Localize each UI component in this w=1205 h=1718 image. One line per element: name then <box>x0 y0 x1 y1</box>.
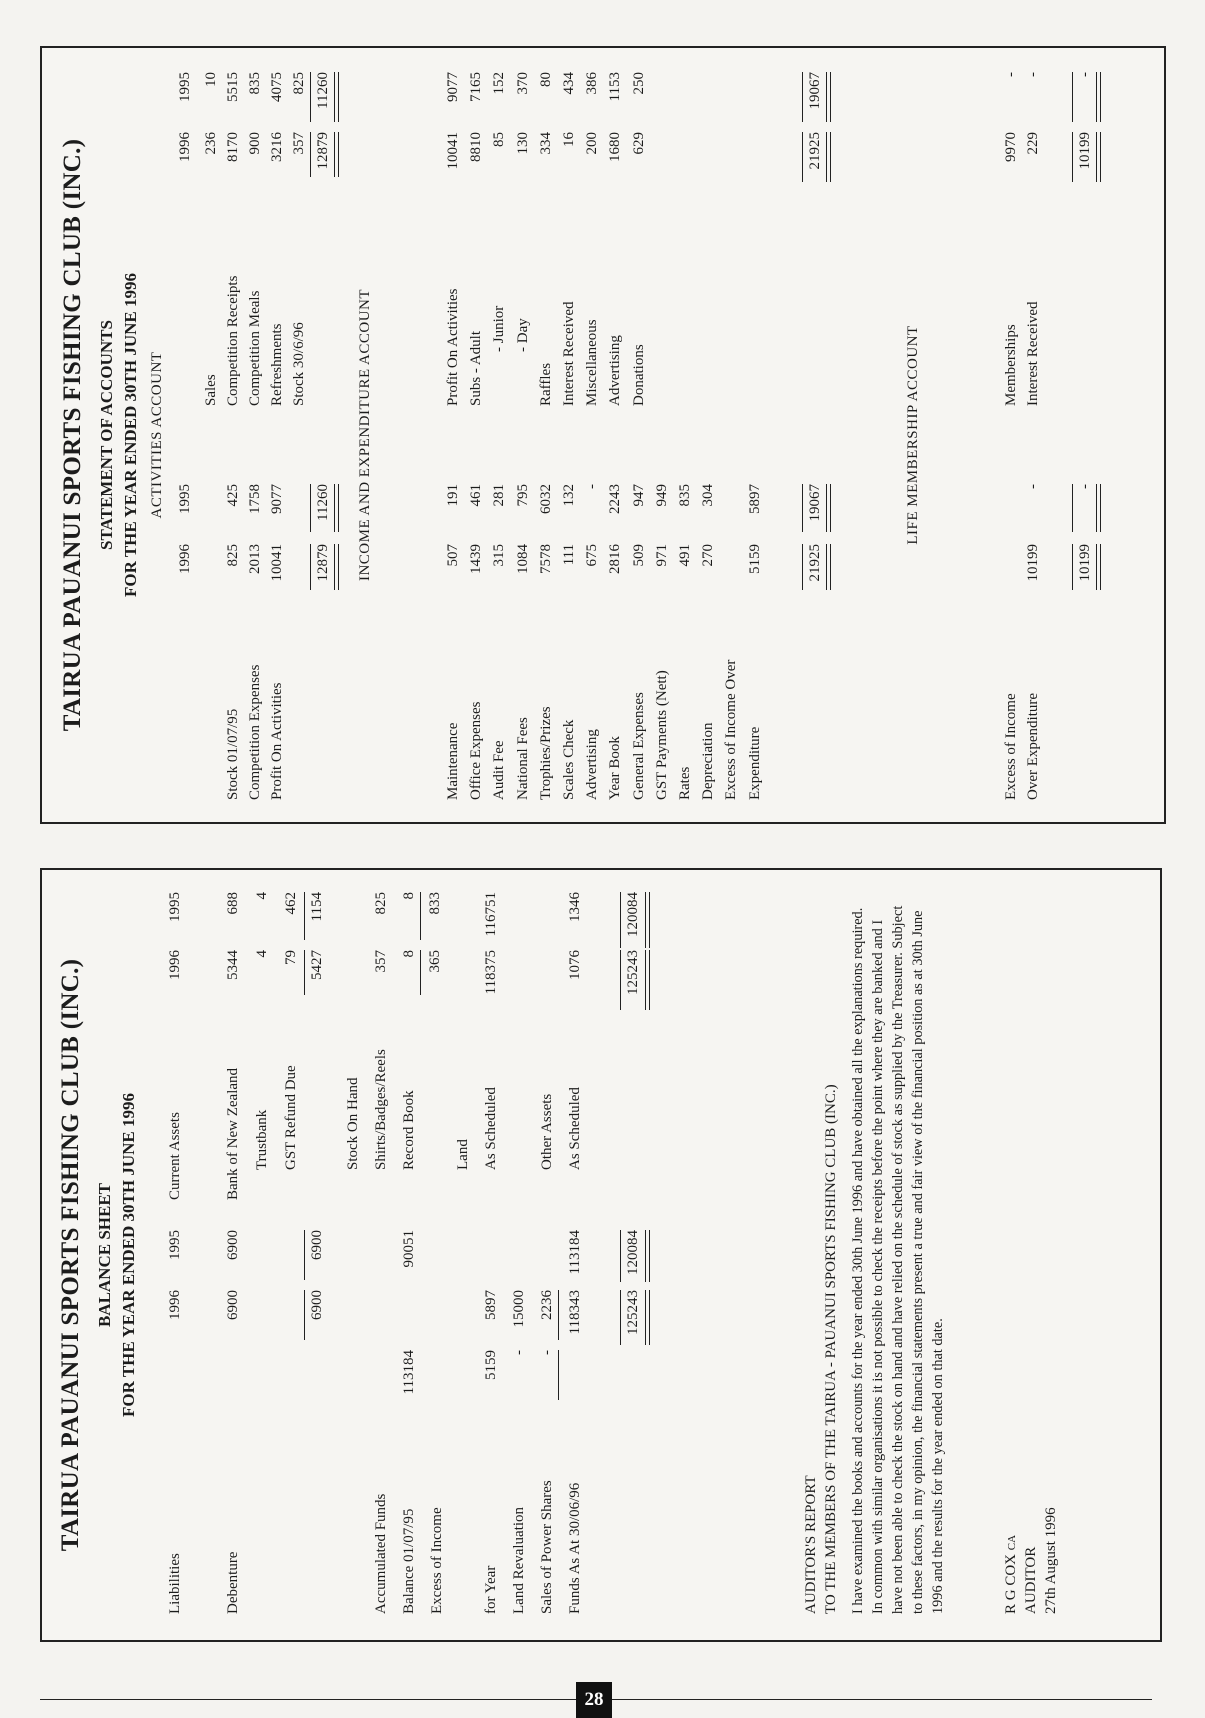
statement-panel <box>40 46 1166 824</box>
ie-left-row-1996: 5159 <box>746 544 763 574</box>
double-rule <box>645 1290 650 1345</box>
ie-left-row-1995: 281 <box>491 484 508 507</box>
ie-left-row-1996: 675 <box>584 544 601 567</box>
rule <box>558 1290 559 1340</box>
accumulated-funds-heading: Accumulated Funds <box>373 1493 389 1614</box>
ie-left-row-1995: 2243 <box>607 484 624 514</box>
ie-left-row-1995: 304 <box>700 484 717 507</box>
ie-left-row-1996: 270 <box>700 544 717 567</box>
bnz-1996: 5344 <box>225 950 241 980</box>
balance-sheet-title: TAIRUA PAUANUI SPORTS FISHING CLUB (INC.) <box>57 958 84 1552</box>
other-as-scheduled-label: As Scheduled <box>567 1087 583 1170</box>
ie-left-row-1996: 507 <box>445 544 461 567</box>
ie-right-row-1996: 1680 <box>607 132 624 162</box>
col-1995-right: 1995 <box>167 892 183 922</box>
balance-sheet-panel <box>40 868 1162 1642</box>
ie-right-row-1995: 250 <box>630 72 647 95</box>
balance-0107-1995: 90051 <box>401 1230 417 1268</box>
col-1995-left: 1995 <box>167 1230 183 1260</box>
double-rule <box>645 892 650 948</box>
act-right-row-1995: 4075 <box>269 72 285 102</box>
ie-left-row-label: Year Book <box>607 736 624 800</box>
rule <box>1072 544 1073 590</box>
bnz-label: Bank of New Zealand <box>225 1067 241 1200</box>
ie-right-row-label: Advertising <box>607 335 624 406</box>
ie-left-row-1995: 6032 <box>537 484 554 514</box>
record-book-1996: 8 <box>401 950 417 958</box>
ie-left-row-label: Depreciation <box>700 722 717 800</box>
auditor-role: AUDITOR <box>1023 1546 1039 1614</box>
life-right-row-1995: - <box>1003 72 1019 77</box>
ie-right-row-1996: 629 <box>630 132 647 155</box>
stock-on-hand-heading: Stock On Hand <box>345 1077 361 1170</box>
life-left-1995: - <box>1025 484 1041 489</box>
act-right-total-1995: 11260 <box>315 72 331 109</box>
ie-right-row-1996: 10041 <box>445 132 461 170</box>
ie-right-row-1996: 85 <box>491 132 508 147</box>
auditor-text: I have examined the books and accounts for the year ended 30th June 1996 and have obtained all the explanations required. In common with similar organisations it is not possible to check the receipts before the point where they are banked and I have not been able to check the stock on hand and have relied on the schedule of stock as supplied by the Treasurer. Subject to these factors, in my opinion, the financial statements present a true and fair view of the financial position as at 30th June 1996 and the results for the year ended on that date. <box>850 905 946 1614</box>
act-right-row-label: Competition Meals <box>247 290 263 406</box>
act-right-row-1995: 5515 <box>225 72 241 102</box>
ie-right-total-1996: 21925 <box>807 132 823 170</box>
ie-right-row-1995: 9077 <box>445 72 461 102</box>
ie-left-total-1996: 21925 <box>807 544 823 582</box>
life-right-row-label: Memberships <box>1003 324 1019 406</box>
ie-right-row-1995: 434 <box>561 72 577 95</box>
ie-right-row-1995: 152 <box>491 72 508 95</box>
ie-right-row-label: Interest Received <box>561 301 577 406</box>
excess-income-label: Excess of Income <box>429 1507 445 1614</box>
ie-right-row-1995: 386 <box>584 72 601 95</box>
record-book-1995: 8 <box>401 892 417 900</box>
land-as-scheduled-label: As Scheduled <box>483 1087 499 1170</box>
funds-asat-1995: 113184 <box>567 1230 583 1275</box>
rule <box>1072 484 1073 532</box>
rule <box>304 1230 305 1280</box>
auditor-name-text: R G COX <box>1003 1553 1019 1614</box>
act-col-1996-left: 1996 <box>177 544 193 574</box>
auditor-name <box>1002 1535 1021 1614</box>
shirts-label: Shirts/Badges/Reels <box>373 1049 389 1170</box>
land-1996: 118375 <box>483 950 499 995</box>
for-year-1996: 5159 <box>483 1350 499 1380</box>
statement-rotated <box>42 48 1164 822</box>
gst-due-1996: 79 <box>283 950 299 965</box>
act-col-1995-right: 1995 <box>177 72 193 102</box>
double-rule <box>826 72 831 122</box>
ie-right-row-1996: 200 <box>584 132 601 155</box>
act-left-total-1996: 12879 <box>315 544 331 582</box>
life-right-row-1996: 229 <box>1025 132 1041 155</box>
liabilities-total-1995: 120084 <box>625 1230 641 1275</box>
ie-right-row-1996: 8810 <box>468 132 485 162</box>
assets-total-1996: 125243 <box>625 950 641 995</box>
double-rule <box>334 132 339 177</box>
act-right-row-1996: 3216 <box>269 132 285 162</box>
ie-left-row-label: General Expenses <box>630 692 647 800</box>
double-rule <box>645 1230 650 1282</box>
ie-left-row-1996: 1084 <box>514 544 531 574</box>
ie-left-row-1996: 111 <box>561 544 577 566</box>
rule <box>304 892 305 940</box>
ie-left-row-1996: 509 <box>630 544 647 567</box>
ie-left-row-1995: 947 <box>630 484 647 507</box>
act-right-row-label: Competition Receipts <box>225 275 241 406</box>
act-left-total-1995: 11260 <box>315 484 331 521</box>
ie-left-row-1996: 1439 <box>468 544 485 574</box>
double-rule <box>334 484 339 532</box>
ie-left-total-1995: 19067 <box>807 484 823 522</box>
current-assets-total-1996: 5427 <box>309 950 325 980</box>
debenture-1995: 6900 <box>225 1230 241 1260</box>
double-rule <box>1096 544 1101 590</box>
balance-sheet-rotated <box>42 870 1160 1640</box>
ie-left-row-1995: 795 <box>514 484 531 507</box>
act-col-1996-right: 1996 <box>177 132 193 162</box>
act-left-row-1996: 2013 <box>247 544 263 574</box>
ie-left-row-1995: 835 <box>677 484 693 507</box>
land-heading: Land <box>455 1139 471 1170</box>
life-left-1996: 10199 <box>1025 544 1041 582</box>
other-1995: 1346 <box>567 892 583 922</box>
ie-left-row-1995: 5897 <box>746 484 763 514</box>
ie-left-row-1995: - <box>584 484 601 489</box>
auditor-date: 27th August 1996 <box>1043 1507 1059 1614</box>
act-left-row-1996: 10041 <box>269 544 285 582</box>
shirts-1995: 825 <box>373 892 389 915</box>
life-left-total-1995: - <box>1077 484 1093 489</box>
gst-due-label: GST Refund Due <box>283 1065 299 1170</box>
rule <box>802 132 803 182</box>
act-right-row-1995: 835 <box>247 72 263 95</box>
double-rule <box>1096 132 1101 182</box>
ie-right-row-1996: 130 <box>514 132 531 155</box>
auditor-heading: AUDITOR'S REPORT <box>803 1475 819 1614</box>
act-left-row-1996: 825 <box>225 544 241 567</box>
rule <box>620 1230 621 1282</box>
rule <box>802 544 803 590</box>
double-rule <box>645 950 650 1010</box>
double-rule <box>1096 72 1101 122</box>
rule <box>620 950 621 1010</box>
liabilities-heading: Liabilities <box>167 1553 183 1614</box>
trustbank-1996: 4 <box>254 950 270 958</box>
funds-asat-label: Funds As At 30/06/96 <box>567 1482 583 1614</box>
page-number: 28 <box>576 1682 612 1718</box>
ie-left-row-label: Excess of Income Over <box>723 659 740 800</box>
rule <box>802 484 803 532</box>
trustbank-1995: 4 <box>254 892 270 900</box>
for-year-label: for Year <box>483 1565 499 1614</box>
ie-left-row-1995: 949 <box>653 484 670 507</box>
ie-right-row-1995: 1153 <box>607 72 624 102</box>
rule <box>802 72 803 122</box>
act-right-row-label: Stock 30/6/96 <box>291 322 307 406</box>
ie-left-row-label: Audit Fee <box>491 740 508 800</box>
double-rule <box>826 484 831 532</box>
assets-total-1995: 120084 <box>625 892 641 937</box>
rule <box>304 950 305 995</box>
statement-period: FOR THE YEAR ENDED 30TH JUNE 1996 <box>121 273 140 597</box>
for-year-1995: 5897 <box>483 1290 499 1320</box>
ie-right-row-label: - Junior <box>491 305 508 352</box>
double-rule <box>334 544 339 590</box>
stock-total-1996: 365 <box>427 950 443 973</box>
income-expenditure-heading: INCOME AND EXPENDITURE ACCOUNT <box>357 288 373 582</box>
double-rule <box>334 72 339 122</box>
ie-right-row-label: - Day <box>514 318 531 352</box>
record-book-label: Record Book <box>401 1090 417 1170</box>
rule <box>310 132 311 177</box>
life-right-row-1996: 9970 <box>1003 132 1019 162</box>
rule <box>420 892 421 940</box>
auditor-ca: CA <box>1006 1534 1018 1551</box>
ie-left-row-1996: 971 <box>653 544 670 567</box>
balance-0107-1996: 113184 <box>401 1350 417 1395</box>
other-1996: 1076 <box>567 950 583 980</box>
ie-left-row-label: Trophies/Prizes <box>537 706 554 800</box>
act-col-1995-left: 1995 <box>177 484 193 514</box>
rule <box>420 950 421 995</box>
ie-left-row-1996: 2816 <box>607 544 624 574</box>
col-1996-right: 1996 <box>167 950 183 980</box>
bnz-1995: 688 <box>225 892 241 915</box>
life-left-label-2: Over Expenditure <box>1025 692 1041 800</box>
current-assets-heading: Current Assets <box>167 1112 183 1200</box>
ie-left-row-label: Rates <box>677 766 693 800</box>
act-left-row-label: Profit On Activities <box>269 682 285 800</box>
life-right-total-1995: - <box>1077 72 1093 77</box>
life-right-total-1996: 10199 <box>1077 132 1093 170</box>
land-reval-1995: 15000 <box>511 1290 527 1328</box>
debenture-total-1995: 6900 <box>309 1230 325 1260</box>
statement-title: TAIRUA PAUANUI SPORTS FISHING CLUB (INC.) <box>59 138 86 732</box>
rule <box>304 1290 305 1340</box>
rule <box>310 484 311 532</box>
ie-left-row-1996: 491 <box>677 544 693 567</box>
balance-sheet-period: FOR THE YEAR ENDED 30TH JUNE 1996 <box>119 1093 138 1417</box>
life-right-row-label: Interest Received <box>1025 301 1041 406</box>
double-rule <box>826 132 831 182</box>
debenture-total-1996: 6900 <box>309 1290 325 1320</box>
act-right-row-1995: 825 <box>291 72 307 95</box>
col-1996-left: 1996 <box>167 1290 183 1320</box>
current-assets-total-1995: 1154 <box>309 892 325 922</box>
act-left-row-1995: 1758 <box>247 484 263 514</box>
debenture-label: Debenture <box>225 1551 241 1614</box>
liabilities-total-1996: 125243 <box>625 1290 641 1335</box>
other-assets-heading: Other Assets <box>539 1093 555 1170</box>
ie-left-row-label: Expenditure <box>746 726 763 800</box>
funds-asat-1996: 118343 <box>567 1290 583 1335</box>
ie-left-row-1996: 7578 <box>537 544 554 574</box>
act-left-row-label: Competition Expenses <box>247 664 263 800</box>
ie-right-row-label: Raffles <box>537 362 554 406</box>
rule <box>620 892 621 948</box>
ie-right-row-1995: 370 <box>514 72 531 95</box>
gst-due-1995: 462 <box>283 892 299 915</box>
rule <box>620 1290 621 1345</box>
act-left-row-1995: 9077 <box>269 484 285 514</box>
ie-left-row-label: Advertising <box>584 729 601 800</box>
life-left-label-1: Excess of Income <box>1003 693 1019 800</box>
power-shares-1996: - <box>539 1350 555 1355</box>
rule <box>310 72 311 122</box>
shirts-1996: 357 <box>373 950 389 973</box>
act-right-row-label: Refreshments <box>269 323 285 406</box>
trustbank-label: Trustbank <box>254 1109 270 1170</box>
act-left-row-1995: 425 <box>225 484 241 507</box>
ie-left-row-label: National Fees <box>514 717 531 800</box>
land-1995: 116751 <box>483 892 499 937</box>
act-right-row-1995: 10 <box>203 72 219 87</box>
ie-right-row-label: Profit On Activities <box>445 288 461 406</box>
ie-right-row-label: Miscellaneous <box>584 319 601 406</box>
balance-sheet-subtitle: BALANCE SHEET <box>95 1182 114 1328</box>
ie-left-row-1995: 132 <box>561 484 577 507</box>
double-rule <box>826 544 831 590</box>
ie-right-row-1996: 16 <box>561 132 577 147</box>
power-shares-label: Sales of Power Shares <box>539 1480 555 1614</box>
auditor-heading-2: TO THE MEMBERS OF THE TAIRUA - PAUANUI SPORTS FISHING CLUB (INC.) <box>823 1084 839 1614</box>
ie-left-row-label: GST Payments (Nett) <box>653 670 670 800</box>
ie-right-row-label: Donations <box>630 344 647 406</box>
activities-heading: ACTIVITIES ACCOUNT <box>149 351 165 519</box>
act-right-row-1996: 900 <box>247 132 263 155</box>
ie-right-row-1996: 334 <box>537 132 554 155</box>
stock-total-1995: 833 <box>427 892 443 915</box>
ie-left-row-1995: 191 <box>445 484 461 507</box>
act-right-row-1996: 357 <box>291 132 307 155</box>
rule <box>558 1350 559 1400</box>
debenture-1996: 6900 <box>225 1290 241 1320</box>
ie-left-row-1996: 315 <box>491 544 508 567</box>
page-rule-left <box>40 1699 576 1700</box>
ie-left-row-label: Scales Check <box>561 719 577 800</box>
statement-subtitle: STATEMENT OF ACCOUNTS <box>97 320 116 550</box>
page-rule-right <box>612 1699 1152 1700</box>
ie-left-row-1995: 461 <box>468 484 485 507</box>
ie-right-total-1995: 19067 <box>807 72 823 110</box>
life-right-row-1995: - <box>1025 72 1041 77</box>
ie-right-row-1995: 7165 <box>468 72 485 102</box>
land-reval-1996: - <box>511 1350 527 1355</box>
ie-right-row-label: Subs - Adult <box>468 330 485 406</box>
act-right-row-1996: 236 <box>203 132 219 155</box>
life-left-total-1996: 10199 <box>1077 544 1093 582</box>
act-right-row-1996: 8170 <box>225 132 241 162</box>
act-right-row-label: Sales <box>203 374 219 406</box>
act-right-total-1996: 12879 <box>315 132 331 170</box>
ie-right-row-1995: 80 <box>537 72 554 87</box>
land-reval-label: Land Revaluation <box>511 1506 527 1614</box>
power-shares-1995: 2236 <box>539 1290 555 1320</box>
balance-0107-label: Balance 01/07/95 <box>401 1508 417 1614</box>
ie-left-row-label: Maintenance <box>445 722 461 800</box>
act-left-row-label: Stock 01/07/95 <box>225 708 241 800</box>
rule <box>1072 132 1073 182</box>
ie-left-row-label: Office Expenses <box>468 701 485 800</box>
double-rule <box>1096 484 1101 532</box>
rule <box>1072 72 1073 122</box>
life-membership-heading: LIFE MEMBERSHIP ACCOUNT <box>905 325 921 545</box>
rule <box>310 544 311 590</box>
